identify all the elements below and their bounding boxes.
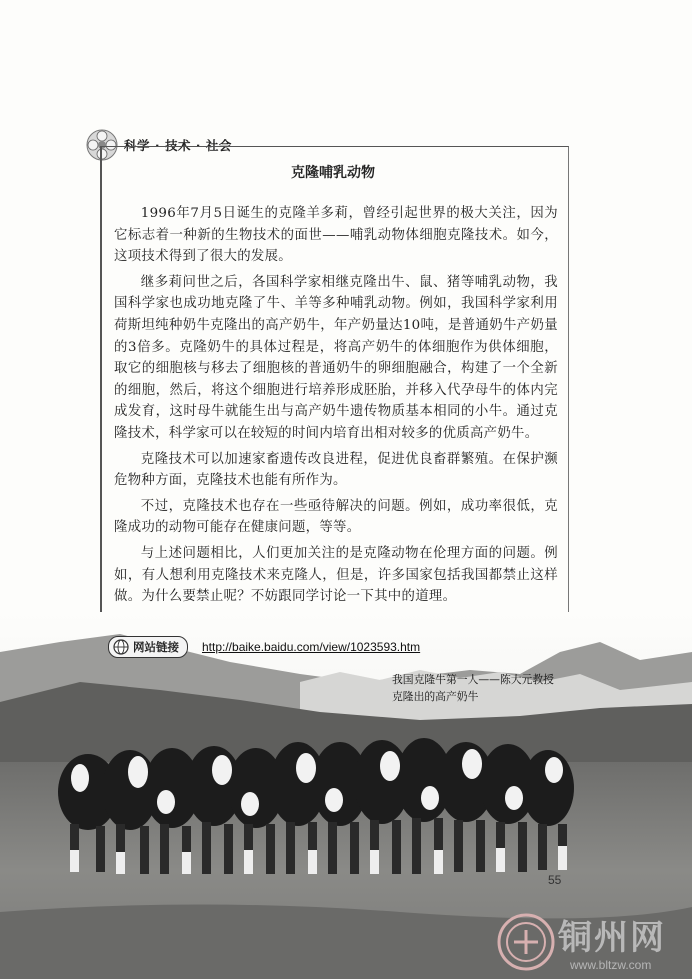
website-link-url[interactable]: http://baike.baidu.com/view/1023593.htm [202, 640, 421, 654]
page-number: 55 [548, 873, 562, 887]
website-link-row [108, 636, 420, 658]
paragraph: 与上述问题相比，人们更加关注的是克隆动物在伦理方面的问题。例如，有人想利用克隆技术来克隆人，但是，许多国家包括我国都禁止这样做。为什么要禁止呢？不妨跟同学讨论一下其中的道理。 [114, 545, 558, 605]
watermark-seal-icon [496, 912, 556, 972]
globe-icon [113, 639, 129, 655]
site-watermark [496, 908, 692, 979]
paragraph: 继多莉问世之后，各国科学家相继克隆出牛、鼠、猪等哺乳动物，我国科学家也成功地克隆了牛、羊等多种哺乳动物。例如，我国科学家利用荷斯坦纯种奶牛克隆出的高产奶牛，年产奶量达10吨，是普通奶牛产奶量的3倍多。克隆奶牛的具体过程是，将高产奶牛的体细胞作为供体细胞，取它的细胞核与移去了细胞核的普通奶牛的卵细胞融合，构建了一个全新的细胞，然后，将这个细胞进行培养形成胚胎，并移入代孕母牛的体内完成发育，这时母牛就能生出与高产奶牛遗传物质基本相同的小牛。通过克隆技术，科学家可以在较短的时间内培育出相对较多的优质高产奶牛。 [114, 274, 558, 441]
caption-line: 我国克隆牛第一人——陈大元教授 [392, 673, 554, 686]
watermark-url: www.bltzw.com [570, 958, 652, 972]
section-header-label: 科学 · 技术 · 社会 [124, 138, 232, 153]
watermark-text: 铜州网 [558, 918, 666, 958]
website-link-label: 网站链接 [133, 640, 179, 654]
website-link-badge [108, 636, 188, 658]
photo-caption [392, 671, 572, 705]
article-body [114, 203, 558, 612]
article-title: 克隆哺乳动物 [291, 165, 375, 181]
caption-line: 克隆出的高产奶牛 [392, 690, 479, 703]
paragraph: 克隆技术可以加速家畜遗传改良进程，促进优良畜群繁殖。在保护濒危物种方面，克隆技术也能有所作为。 [114, 451, 558, 489]
paragraph: 1996年7月5日诞生的克隆羊多莉，曾经引起世界的极大关注，因为它标志着一种新的生物技术的面世——哺乳动物体细胞克隆技术。如今，这项技术得到了很大的发展。 [114, 206, 558, 265]
paragraph: 不过，克隆技术也存在一些亟待解决的问题。例如，成功率很低，克隆成功的动物可能存在健康问题，等等。 [114, 498, 558, 536]
